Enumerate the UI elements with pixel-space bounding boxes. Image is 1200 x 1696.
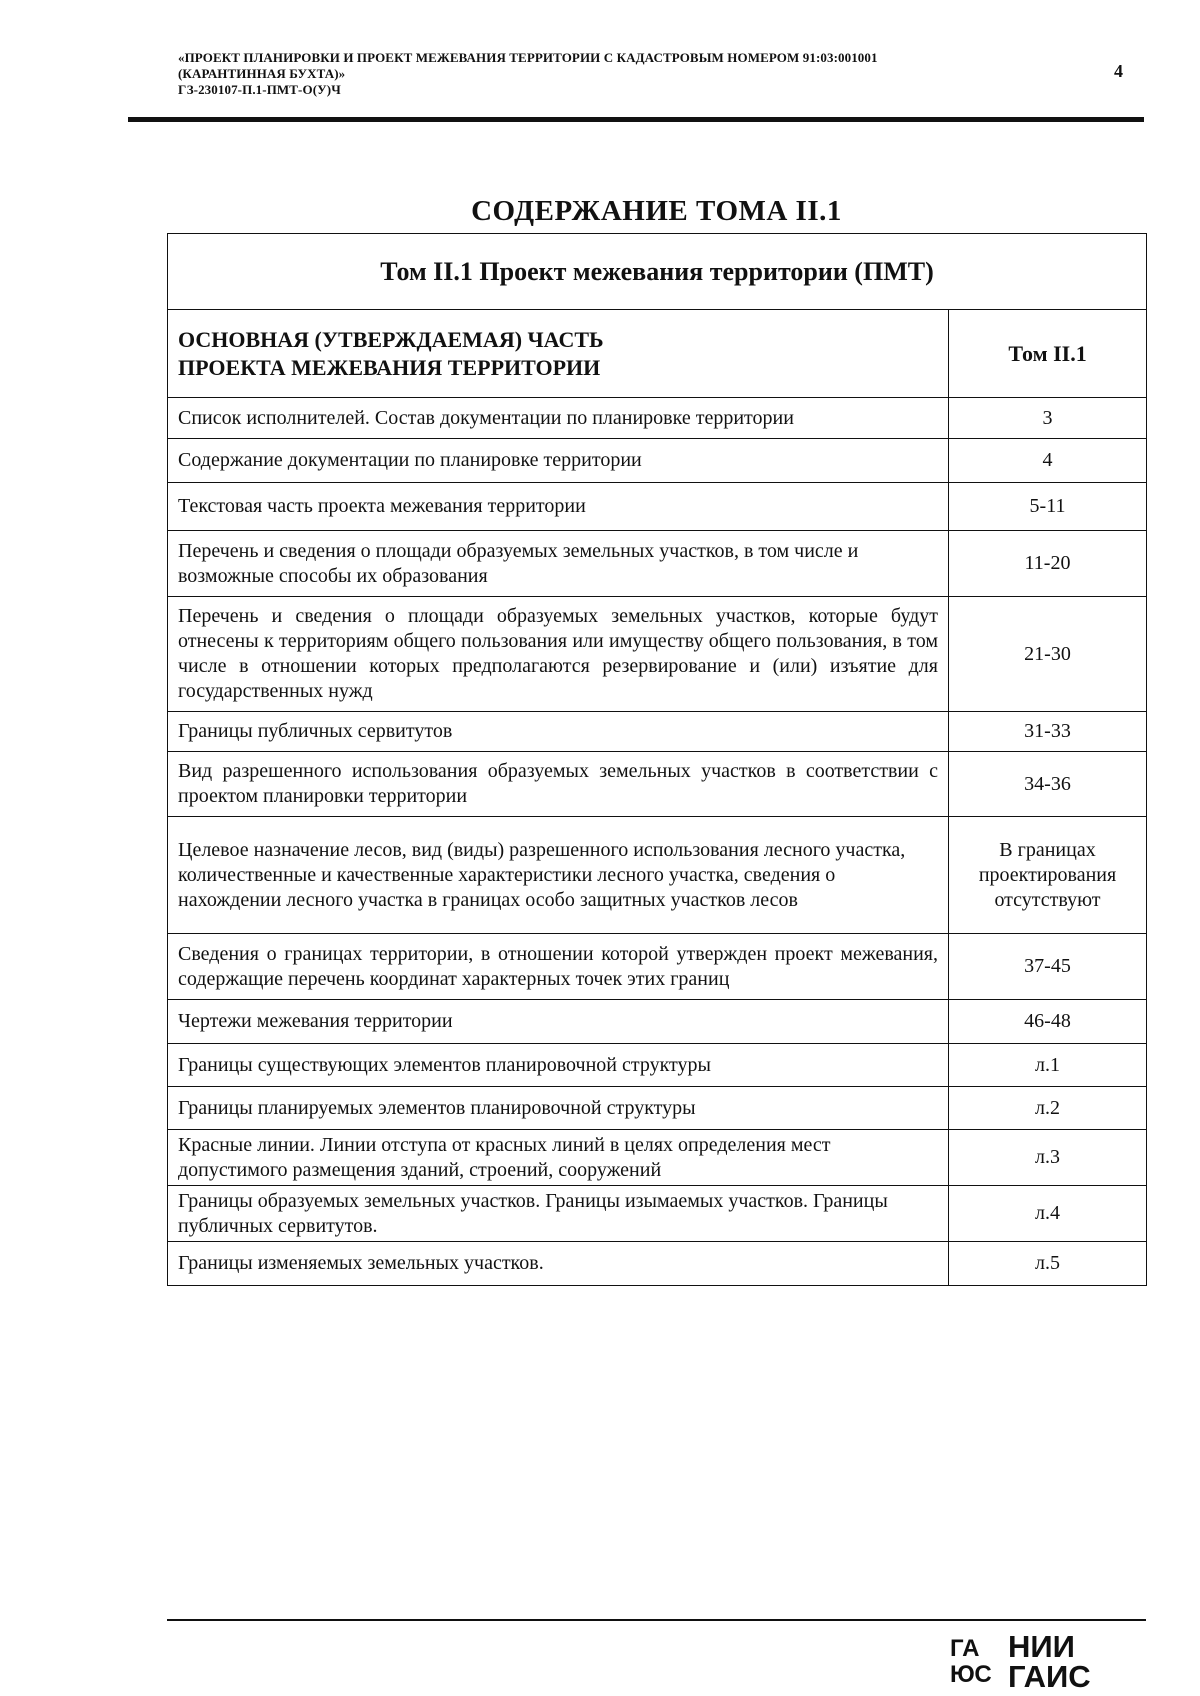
row-description: Границы образуемых земельных участков. Границы изымаемых участков. Границы публичных сервитутов.: [168, 1186, 949, 1242]
row-page: 46-48: [949, 1000, 1147, 1044]
part-title-line2: ПРОЕКТА МЕЖЕВАНИЯ ТЕРРИТОРИИ: [178, 354, 601, 380]
table-row: [168, 398, 1147, 439]
footer-divider: [167, 1619, 1146, 1621]
row-page: л.4: [949, 1186, 1147, 1242]
part-header-row: [168, 310, 1147, 398]
row-page: л.1: [949, 1044, 1147, 1087]
table-row: [168, 1186, 1147, 1242]
row-description: Красные линии. Линии отступа от красных линий в целях определения мест допустимого размещения зданий, строений, сооружений: [168, 1130, 949, 1186]
table-row: [168, 817, 1147, 934]
table-row: [168, 597, 1147, 712]
contents-table: [167, 233, 1147, 1286]
row-page: 4: [949, 439, 1147, 483]
table-row: [168, 483, 1147, 531]
logo-mark-bottom: ЮС: [950, 1661, 992, 1688]
row-description: Границы существующих элементов планировочной структуры: [168, 1044, 949, 1087]
table-row: [168, 1242, 1147, 1286]
header-title-line1: «ПРОЕКТ ПЛАНИРОВКИ И ПРОЕКТ МЕЖЕВАНИЯ ТЕРРИТОРИИ С КАДАСТРОВЫМ НОМЕРОМ 91:03:001001: [178, 50, 878, 65]
table-row: [168, 752, 1147, 817]
row-description: Перечень и сведения о площади образуемых земельных участков, в том числе и возможные способы их образования: [168, 531, 949, 597]
table-row: [168, 934, 1147, 1000]
row-description: Границы публичных сервитутов: [168, 712, 949, 752]
page-title: СОДЕРЖАНИЕ ТОМА II.1: [471, 195, 842, 227]
row-description: Границы изменяемых земельных участков.: [168, 1242, 949, 1286]
logo-name-line1: НИИ: [1008, 1630, 1075, 1664]
row-description: Содержание документации по планировке территории: [168, 439, 949, 483]
document-header: [178, 50, 1068, 98]
nii-gais-logo: [950, 1630, 1140, 1690]
volume-title-row: [168, 234, 1147, 310]
header-document-code: ГЗ-230107-П.1-ПМТ-О(У)Ч: [178, 82, 341, 97]
row-page: 21-30: [949, 597, 1147, 712]
logo-mark-top: ГА: [950, 1635, 980, 1662]
part-title-line1: ОСНОВНАЯ (УТВЕРЖДАЕМАЯ) ЧАСТЬ: [178, 326, 604, 352]
row-page: В границах проектирования отсутствуют: [949, 817, 1147, 934]
header-divider: [128, 117, 1144, 122]
row-description: Текстовая часть проекта межевания территории: [168, 483, 949, 531]
row-page: 37-45: [949, 934, 1147, 1000]
page-number: 4: [1114, 61, 1123, 81]
row-page: 3: [949, 398, 1147, 439]
header-title-line2: (КАРАНТИННАЯ БУХТА)»: [178, 66, 346, 81]
table-row: [168, 712, 1147, 752]
row-description: Список исполнителей. Состав документации по планировке территории: [168, 398, 949, 439]
row-description: Вид разрешенного использования образуемых земельных участков в соответствии с проектом планировки территории: [168, 752, 949, 817]
row-page: л.2: [949, 1087, 1147, 1130]
table-row: [168, 1044, 1147, 1087]
table-row: [168, 439, 1147, 483]
row-page: 31-33: [949, 712, 1147, 752]
row-page: л.3: [949, 1130, 1147, 1186]
table-row: [168, 1087, 1147, 1130]
table-row: [168, 1000, 1147, 1044]
row-description: Перечень и сведения о площади образуемых земельных участков, которые будут отнесены к территориям общего пользования или имуществу общего пользования, в том числе в отношении которых предполагаются резервирование и (или) изъятие для государственных нужд: [168, 597, 949, 712]
table-row: [168, 531, 1147, 597]
row-page: л.5: [949, 1242, 1147, 1286]
row-page: 5-11: [949, 483, 1147, 531]
row-page: 11-20: [949, 531, 1147, 597]
part-volume-label: Том II.1: [949, 310, 1147, 398]
row-description: Чертежи межевания территории: [168, 1000, 949, 1044]
part-title: [168, 310, 949, 398]
table-row: [168, 1130, 1147, 1186]
row-description: Сведения о границах территории, в отношении которой утвержден проект межевания, содержащие перечень координат характерных точек этих границ: [168, 934, 949, 1000]
row-description: Границы планируемых элементов планировочной структуры: [168, 1087, 949, 1130]
logo-name-line2: ГАИС: [1008, 1659, 1091, 1690]
row-description: Целевое назначение лесов, вид (виды) разрешенного использования лесного участка, количественные и качественные характеристики лесного участка, сведения о нахождении лесного участка в границах особо защитных участков лесов: [168, 817, 949, 934]
volume-title: Том II.1 Проект межевания территории (ПМТ): [168, 234, 1147, 310]
row-page: 34-36: [949, 752, 1147, 817]
